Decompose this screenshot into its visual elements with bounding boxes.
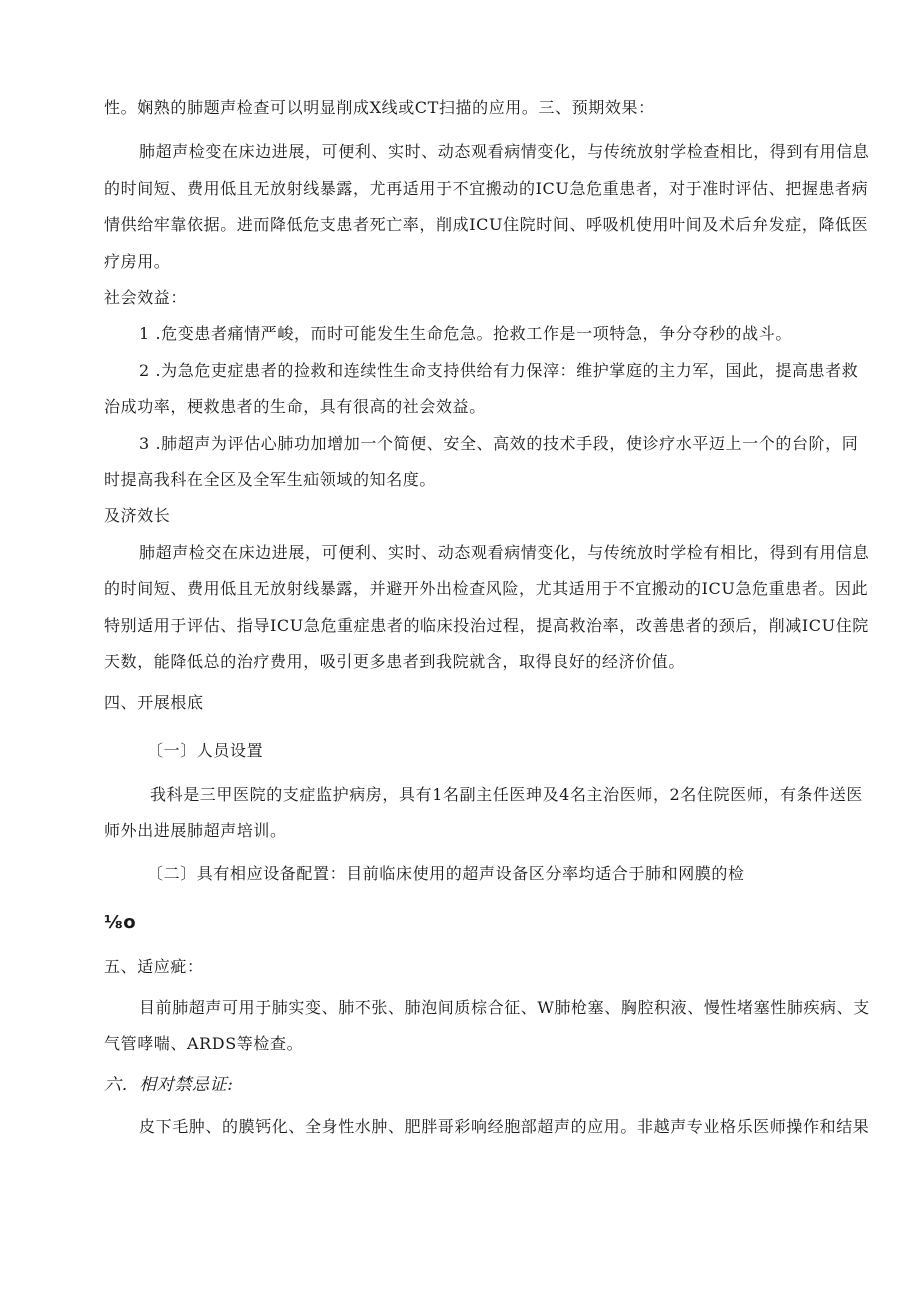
paragraph-line: 疗房用。 <box>104 252 171 271</box>
paragraph-line: 的时间短、费用低且无放射线暴露，并避开外出检查风险，尤其适用于不宜搬动的ICU急危重患者。因此 <box>104 579 869 598</box>
list-item: 2 .为急危吏症患者的捡救和连续性生命支持供给有力保滓：维护掌庭的主力军，国此，提高患者救 <box>139 361 859 380</box>
paragraph-line: 情供给牢靠依据。进而降低危支患者死亡率，削成ICU住院时间、呼吸机使用叶间及术后弁发症，降低医 <box>104 215 869 234</box>
text-fragment: ⅛o <box>104 912 137 933</box>
section-heading: 五、适应疵： <box>104 957 204 976</box>
paragraph-line: 气管哮喘、ARDS等检查。 <box>104 1034 304 1053</box>
paragraph-line: 时提高我科在全区及全军生疝领域的知名度。 <box>104 470 437 489</box>
section-heading: 六．相对禁忌证: <box>104 1075 234 1095</box>
paragraph-line: 特别适用于评估、指导ICU急危重症患者的临床投治过程，提高救治率，改善患者的颈后，削减ICU住院 <box>104 616 869 635</box>
paragraph-line: 师外出进展肺超声培训。 <box>104 821 287 840</box>
subsection-heading: 〔二〕具有相应设备配置：目前临床使用的超声设备区分率均适合于肺和网膜的检 <box>147 864 745 883</box>
paragraph-line: 目前肺超声可用于肺实变、肺不张、肺泡间质棕合征、W肺枪塞、胸腔积液、慢性堵塞性肺疾病、支 <box>139 998 870 1017</box>
subsection-heading: 〔一〕人员设置 <box>147 741 264 760</box>
paragraph-line: 我科是三甲医院的支症监护病房，具有1名副主任医珅及4名主治医师，2名住院医师，有条件送医 <box>150 785 863 804</box>
paragraph-line: 肺超声检交在床边进展，可便利、实时、动态观看病情变化，与传统放时学检有相比，得到有用信息 <box>139 543 870 562</box>
paragraph-line: 肺超声检变在床边进展，可便利、实时、动态观看病情变化，与传统放射学检查相比，得到有用信息 <box>139 142 870 161</box>
paragraph-line: 皮下毛肿、的膜钙化、全身性水肿、肥胖哥彩响经胞部超声的应用。非越声专业格乐医师操作和结果 <box>139 1117 870 1136</box>
paragraph-line: 的时间短、费用低且无放射线暴露，尤再适用于不宜搬动的ICU急危重患者，对于准时评估、把握患者病 <box>104 179 869 198</box>
paragraph-line: 天数，能降低总的治疗费用，吸引更多患者到我院就含，取得良好的经济价值。 <box>104 652 686 671</box>
list-item: 3 .肺超声为评估心肺功加增加一个简便、安全、高效的技术手段，使诊疗水平迈上一个的台阶，同 <box>139 434 859 453</box>
list-item: 1 .危变患者痛情严峻，而时可能发生生命危急。抢救工作是一项特急，争分夺秒的战斗。 <box>139 324 792 343</box>
paragraph-line: 治成功率，梗救患者的生命，具有很高的社会效益。 <box>104 397 486 416</box>
section-heading: 及济效长 <box>104 506 171 525</box>
section-heading: 四、开展根底 <box>104 693 204 712</box>
section-heading: 社会效益： <box>104 288 188 307</box>
paragraph-line: 性。娴熟的肺题声检查可以明显削成X线或CT扫描的应用。三、预期效果： <box>104 98 655 117</box>
